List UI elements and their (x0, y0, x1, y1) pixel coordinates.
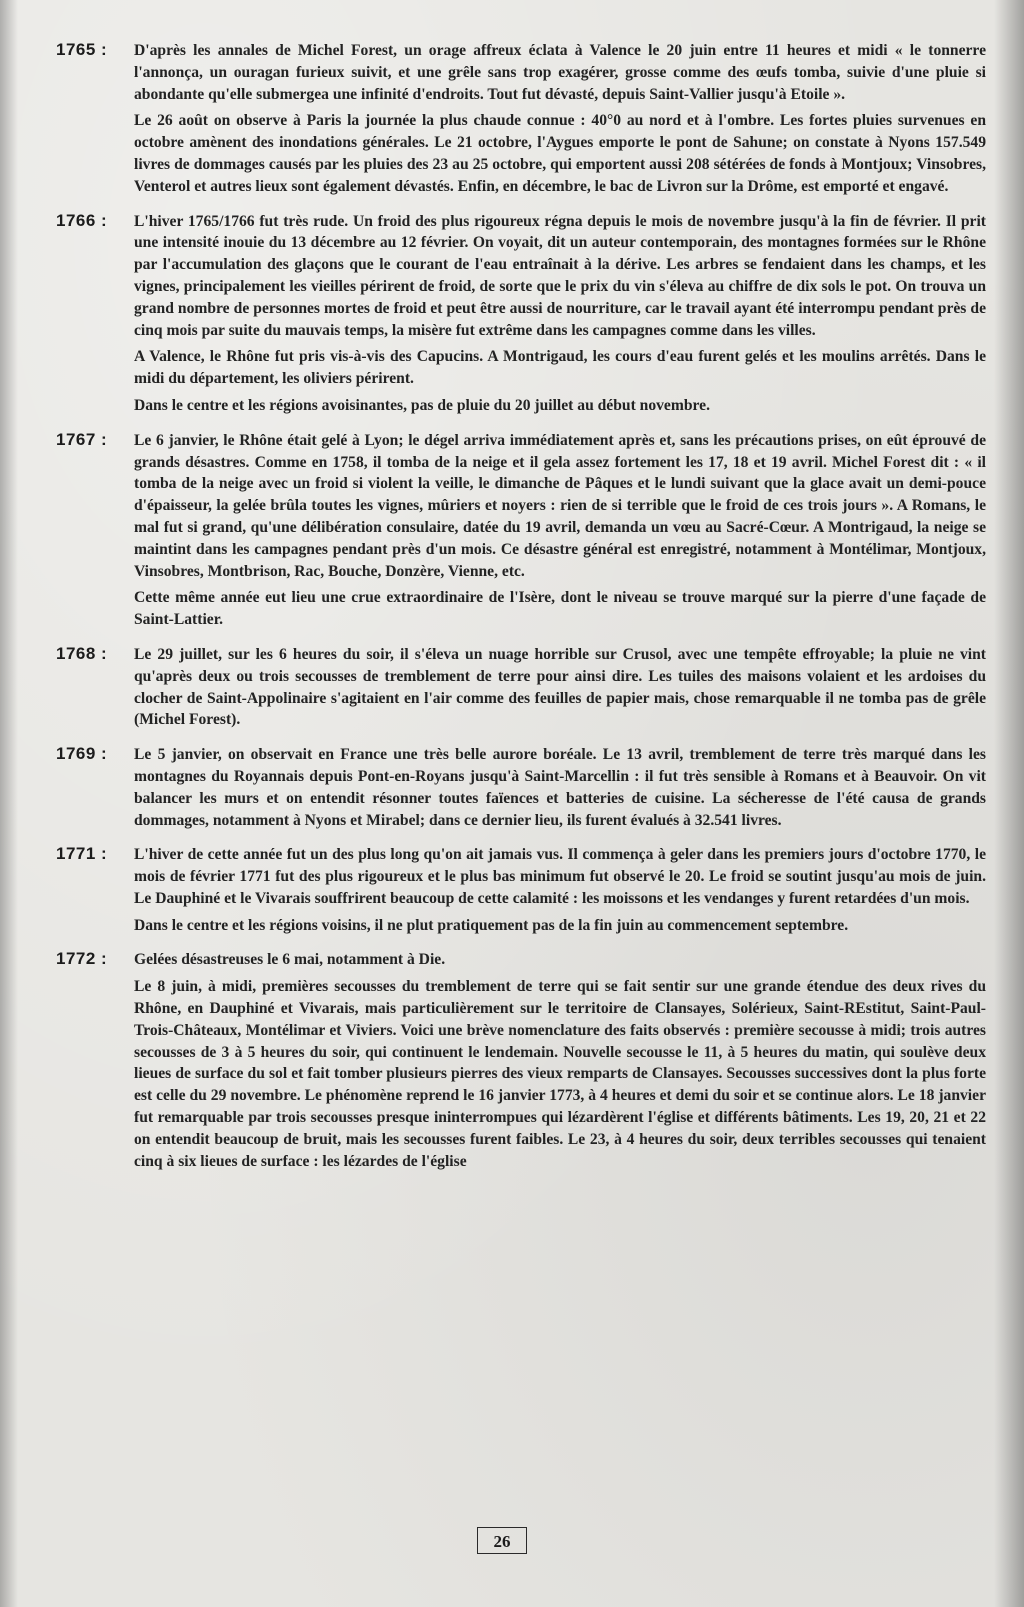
entry-1769 (56, 744, 986, 831)
entry-year: 1766 : (56, 210, 108, 230)
entry-paragraph: L'hiver 1765/1766 fut très rude. Un froid des plus rigoureux régna depuis le mois de novembre jusqu'à la fin de février. Il prit une intensité inouie du 13 décembre au 12 février. On voyait, dit un auteur contemporain, des montagnes formées sur le Rhône par l'accumulation des glaçons que le courant de l'eau entraînait à la dérive. Les arbres se fendaient dans les champs, et les vignes, principalement les vieilles périrent de froid, de sorte que le prix du vin s'éleva au chiffre de dix sols le pot. On trouva un grand nombre de personnes mortes de froid et peut être aussi de nourriture, car le travail ayant été interrompu pendant près de cinq mois par suite du mauvais temps, la misère fut extrême dans les campagnes comme dans les villes. (134, 212, 986, 339)
entry-paragraph: L'hiver de cette année fut un des plus long qu'on ait jamais vus. Il commença à geler dans les premiers jours d'octobre 1770, le mois de février 1771 fut des plus rigoureux et le plus bas minimum fut observé le 20. Le froid se soutint jusqu'au mois de juin. Le Dauphiné et le Vivarais souffrirent beaucoup de cette calamité : les moissons et les vendanges y furent retardées d'un mois. (134, 846, 986, 907)
entry-paragraph: Gelées désastreuses le 6 mai, notamment à Die. (134, 951, 446, 969)
entry-paragraph: Dans le centre et les régions voisins, il ne plut pratiquement pas de la fin juin au commencement septembre. (134, 916, 849, 934)
entry-paragraph: Le 29 juillet, sur les 6 heures du soir, il s'éleva un nuage horrible sur Crusol, avec une tempête effroyable; la pluie ne vint qu'après deux ou trois secousses de tremblement de terre pour ainsi dire. Les tuiles des maisons volaient et les ardoises du clocher de Saint-Appolinaire s'agitaient en l'air comme des feuilles de papier mais, chose remarquable il ne tomba pas de grêle (Michel Forest). (134, 645, 986, 729)
entry-paragraph: Le 5 janvier, on observait en France une très belle aurore boréale. Le 13 avril, tremblement de terre très marqué dans les montagnes du Royannais depuis Pont-en-Royans jusqu'à Saint-Marcellin : il fut très sensible à Romans et à Beauvoir. On vit balancer les murs et on entendit résonner toutes faïences et batteries de cuisine. La sécheresse de l'été causa de grands dommages, notamment à Nyons et Mirabel; dans ce dernier lieu, ils furent évalués à 32.541 livres. (134, 746, 986, 829)
page-number: 26 (477, 1527, 527, 1554)
entry-1766 (56, 211, 986, 417)
entry-1765 (56, 40, 986, 198)
entry-1772 (56, 949, 986, 1172)
entry-year: 1771 : (56, 844, 108, 864)
entry-paragraph: A Valence, le Rhône fut pris vis-à-vis des Capucins. A Montrigaud, les cours d'eau furent gelés et les moulins arrêtés. Dans le midi du département, les oliviers périrent. (134, 348, 986, 388)
scan-shadow-right (994, 0, 1024, 1607)
chronicle-body (56, 40, 986, 1185)
entry-year: 1769 : (56, 744, 108, 764)
scan-shadow-left (0, 0, 18, 1607)
entry-year: 1768 : (56, 643, 108, 663)
entry-paragraph: Le 6 janvier, le Rhône était gelé à Lyon; le dégel arriva immédiatement après et, sans les précautions prises, on eût éprouvé de grands désastres. Comme en 1758, il tomba de la neige et il gela assez fortement les 17, 18 et 19 avril. Michel Forest dit : « il tomba de la neige avec un froid si violent la veille, le dimanche de Pâques et le lundi suivant que la glace avait un demi-pouce d'épaisseur, la gelée brûla toutes les vignes, mûriers et noyers : rien de si terrible que le froid de ces trois jours ». A Romans, le mal fut si grand, qu'une délibération consulaire, datée du 19 avril, demanda un vœu au Sacré-Cœur. A Montrigaud, la neige se maintint dans les campagnes pendant près d'un mois. Ce désastre général est enregistré, notamment à Montélimar, Montjoux, Vinsobres, Montbrison, Rac, Bouche, Donzère, Vienne, etc. (134, 431, 986, 580)
entry-paragraph: D'après les annales de Michel Forest, un orage affreux éclata à Valence le 20 juin entre 11 heures et midi « le tonnerre l'annonça, un ouragan furieux suivit, et une grêle sans trop exagérer, grosse comme des œufs tomba, suivie d'une pluie si abondante qu'elle submergea une infinité d'endroits. Tout fut dévasté, depuis Saint-Vallier jusqu'à Etoile ». (134, 42, 986, 103)
entry-1768 (56, 644, 986, 731)
entry-paragraph: Le 26 août on observe à Paris la journée la plus chaude connue : 40°0 au nord et à l'ombre. Les fortes pluies survenues en octobre amènent des inondations générales. Le 21 octobre, l'Aygues emporte le pont de Sahune; on constate à Nyons 157.549 livres de dommages causés par les pluies des 23 au 25 octobre, qui emportent aussi 208 sétérées de fonds à Montjoux; Vinsobres, Venterol et autres lieux sont également dévastés. Enfin, en décembre, le bac de Livron sur la Drôme, est emporté et engavé. (134, 112, 986, 195)
entry-paragraph: Cette même année eut lieu une crue extraordinaire de l'Isère, dont le niveau se trouve marqué sur la pierre d'une façade de Saint-Lattier. (134, 589, 986, 629)
entry-1767 (56, 430, 986, 631)
entry-1771 (56, 844, 986, 936)
entry-year: 1765 : (56, 40, 108, 59)
entry-paragraph: Dans le centre et les régions avoisinantes, pas de pluie du 20 juillet au début novembre. (134, 396, 710, 414)
entry-year: 1772 : (56, 949, 108, 969)
entry-paragraph: Le 8 juin, à midi, premières secousses du tremblement de terre qui se fait sentir sur une grande étendue des deux rives du Rhône, en Dauphiné et Vivarais, mais particulièrement sur le territoire de Clansayes, Solérieux, Saint-REstitut, Saint-Paul-Trois-Châteaux, Montélimar et Viviers. Voici une brève nomenclature des faits observés : première secousse à midi; trois autres secousses de 3 à 5 heures du soir, qui continuent le lendemain. Nouvelle secousse le 11, à 5 heures du matin, qui soulève deux lieues de surface du sol et fait tomber plusieurs pierres des vieux remparts de Clansayes. Secousses successives dont la plus forte est celle du 29 novembre. Le phénomène reprend le 16 janvier 1773, à 4 heures et demi du soir et se continue alors. Le 18 janvier fut remarquable par trois secousses presque ininterrompues qui lézardèrent l'église et différents bâtiments. Les 19, 20, 21 et 22 on entendit beaucoup de bruit, mais les secousses furent faibles. Le 23, à 4 heures du soir, deux terribles secousses qui tenaient cinq à six lieues de surface : les lézardes de l'église (134, 978, 986, 1170)
entry-year: 1767 : (56, 429, 108, 449)
